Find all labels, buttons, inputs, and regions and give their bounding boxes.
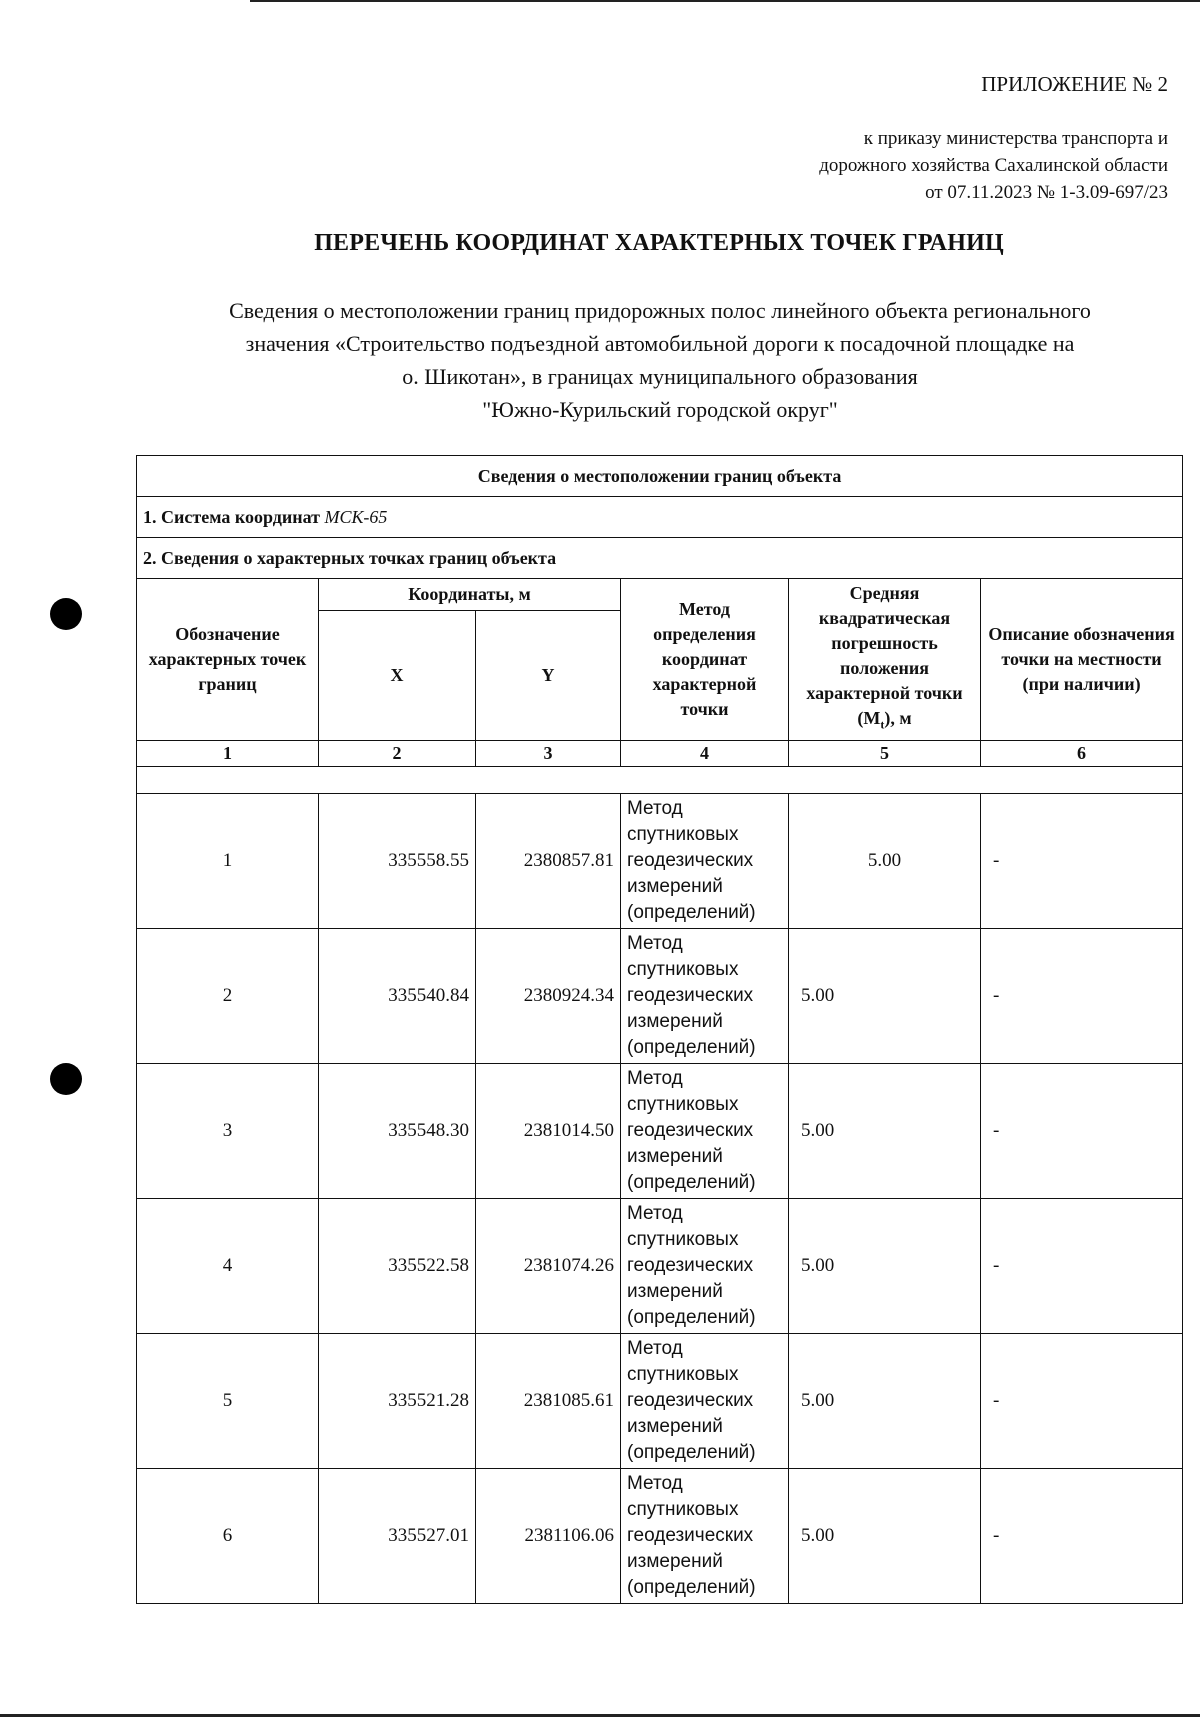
section-title: Сведения о местоположении границ объекта (137, 456, 1183, 497)
column-number: 2 (319, 740, 476, 766)
header-error (789, 579, 981, 741)
table-row (137, 1468, 1183, 1603)
header-x: X (319, 610, 476, 740)
table-header (137, 456, 1183, 794)
punch-hole (50, 1063, 82, 1095)
coord-y: 2381014.50 (476, 1063, 621, 1198)
blank-row (137, 766, 1183, 793)
coordinates-table (136, 455, 1183, 1604)
point-id: 5 (137, 1333, 319, 1468)
subtitle-line: значения «Строительство подъездной автомобильной дороги к посадочной площадке на (245, 331, 1075, 356)
coord-system-row (137, 497, 1183, 538)
document-subtitle (130, 294, 1190, 426)
method: Метод спутниковых геодезических измерений (определений) (621, 1468, 789, 1603)
coord-x: 335521.28 (319, 1333, 476, 1468)
column-number: 4 (621, 740, 789, 766)
coord-y: 2380924.34 (476, 928, 621, 1063)
points-section-title: 2. Сведения о характерных точках границ объекта (137, 538, 1183, 579)
document-title: ПЕРЕЧЕНЬ КООРДИНАТ ХАРАКТЕРНЫХ ТОЧЕК ГРАНИЦ (314, 230, 1004, 256)
annex-ref-line: к приказу министерства транспорта и (863, 128, 1168, 149)
scan-top-edge (250, 0, 1200, 2)
mean-error: 5.00 (789, 1198, 981, 1333)
coord-x: 335540.84 (319, 928, 476, 1063)
blank-cell (137, 766, 1183, 793)
annex-ref-line: от 07.11.2023 № 1-3.09-697/23 (925, 182, 1168, 203)
column-number: 6 (981, 740, 1183, 766)
scan-bottom-edge (0, 1714, 1200, 1717)
method: Метод спутниковых геодезических измерений (определений) (621, 1333, 789, 1468)
method: Метод спутниковых геодезических измерений (определений) (621, 928, 789, 1063)
mean-error: 5.00 (789, 1333, 981, 1468)
column-number: 5 (789, 740, 981, 766)
coord-x: 335522.58 (319, 1198, 476, 1333)
header-y: Y (476, 610, 621, 740)
column-number: 1 (137, 740, 319, 766)
subtitle-line: "Южно-Курильский городской округ" (482, 397, 838, 422)
section-title-row (137, 456, 1183, 497)
annex-title: ПРИЛОЖЕНИЕ № 2 (981, 72, 1168, 96)
annex-ref-line: дорожного хозяйства Сахалинской области (819, 155, 1168, 176)
header-description: Описание обозначения точки на местности (при наличии) (981, 579, 1183, 741)
point-description: - (981, 1333, 1183, 1468)
mean-error: 5.00 (789, 1468, 981, 1603)
header-method: Метод определения координат характерной точки (621, 579, 789, 741)
coord-y: 2380857.81 (476, 793, 621, 928)
point-description: - (981, 928, 1183, 1063)
column-number: 3 (476, 740, 621, 766)
subtitle-line: Сведения о местоположении границ придорожных полос линейного объекта регионального (229, 298, 1091, 323)
header-row (137, 579, 1183, 611)
point-description: - (981, 1468, 1183, 1603)
coord-x: 335527.01 (319, 1468, 476, 1603)
coord-x: 335548.30 (319, 1063, 476, 1198)
point-description: - (981, 1063, 1183, 1198)
method: Метод спутниковых геодезических измерений (определений) (621, 1063, 789, 1198)
mean-error: 5.00 (789, 1063, 981, 1198)
column-number-row (137, 740, 1183, 766)
method: Метод спутниковых геодезических измерений (определений) (621, 1198, 789, 1333)
table-row (137, 793, 1183, 928)
table-row (137, 1198, 1183, 1333)
table-body (137, 793, 1183, 1603)
coord-system-value: МСК-65 (324, 506, 388, 527)
point-description: - (981, 793, 1183, 928)
coord-y: 2381106.06 (476, 1468, 621, 1603)
point-description: - (981, 1198, 1183, 1333)
points-section-row (137, 538, 1183, 579)
header-coordinates: Координаты, м (319, 579, 621, 611)
table-row (137, 1333, 1183, 1468)
coord-y: 2381085.61 (476, 1333, 621, 1468)
header-designation: Обозначение характерных точек границ (137, 579, 319, 741)
table-row (137, 928, 1183, 1063)
header-error-unit: ), м (884, 708, 912, 728)
method: Метод спутниковых геодезических измерений (определений) (621, 793, 789, 928)
mean-error: 5.00 (789, 793, 981, 928)
annex-reference (819, 125, 1168, 206)
coord-x: 335558.55 (319, 793, 476, 928)
coord-system (137, 497, 1183, 538)
point-id: 4 (137, 1198, 319, 1333)
header-error-subscript: t (880, 717, 885, 732)
mean-error: 5.00 (789, 928, 981, 1063)
subtitle-line: о. Шикотан», в границах муниципального образования (402, 364, 918, 389)
point-id: 1 (137, 793, 319, 928)
table-row (137, 1063, 1183, 1198)
point-id: 3 (137, 1063, 319, 1198)
coord-y: 2381074.26 (476, 1198, 621, 1333)
point-id: 6 (137, 1468, 319, 1603)
punch-hole (50, 598, 82, 630)
coord-system-label: 1. Система координат (143, 506, 320, 527)
point-id: 2 (137, 928, 319, 1063)
header-error-text: Средняя квадратическая погрешность положения характерной точки (M (806, 583, 963, 728)
